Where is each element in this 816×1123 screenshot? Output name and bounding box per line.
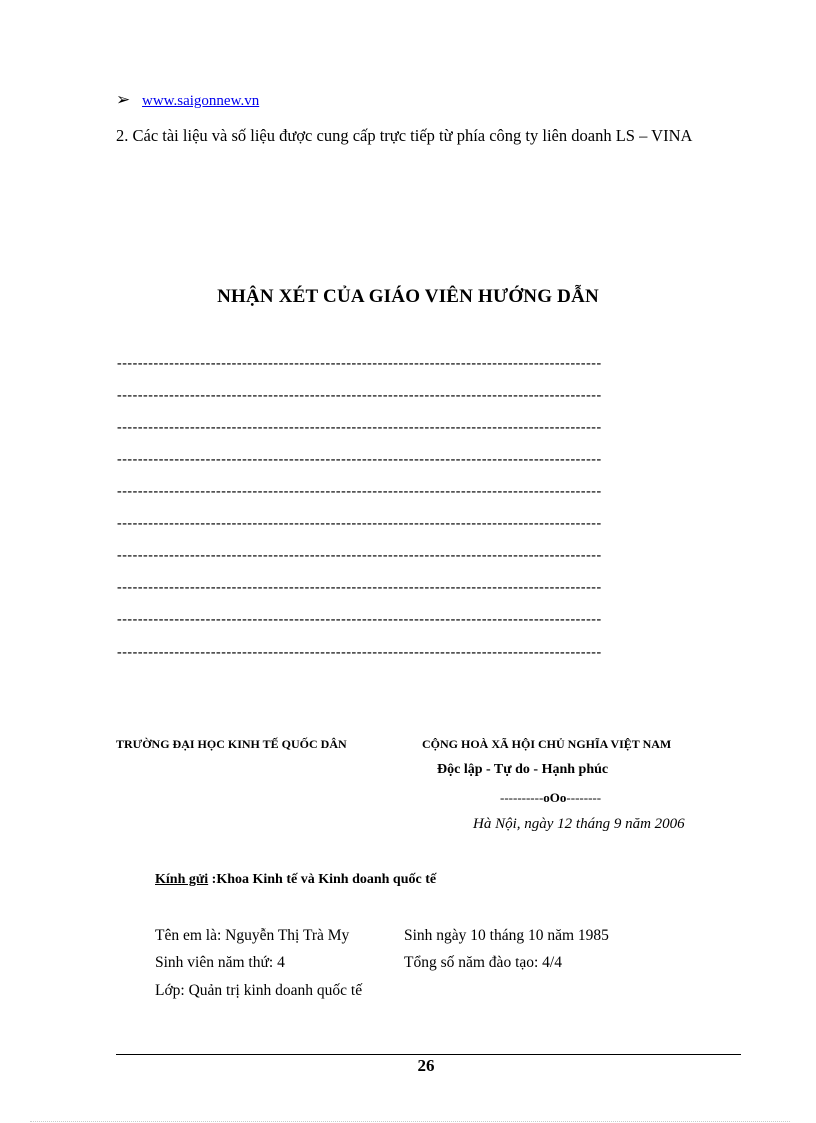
comment-line: --------------------------------------------------------------------------------------------- bbox=[117, 356, 602, 371]
recipient-line bbox=[155, 872, 436, 888]
motto: Độc lập - Tự do - Hạnh phúc bbox=[437, 762, 609, 777]
republic-name: CỘNG HOÀ XÃ HỘI CHỦ NGHĨA VIỆT NAM bbox=[422, 737, 672, 751]
arrow-bullet-icon: ➢ bbox=[116, 90, 131, 109]
comment-line: --------------------------------------------------------------------------------------------- bbox=[117, 645, 602, 660]
page-edge-divider bbox=[30, 1121, 790, 1122]
student-year: Sinh viên năm thứ: 4 bbox=[155, 954, 285, 971]
comment-line: --------------------------------------------------------------------------------------------- bbox=[117, 516, 602, 531]
footer-divider bbox=[116, 1054, 741, 1055]
comment-line: --------------------------------------------------------------------------------------------- bbox=[117, 580, 602, 595]
page-heading: NHẬN XÉT CỦA GIÁO VIÊN HƯỚNG DẪN bbox=[217, 286, 599, 307]
reference-item bbox=[116, 90, 259, 110]
ornament-divider bbox=[500, 790, 601, 806]
reference-link[interactable]: www.saigonnew.vn bbox=[142, 93, 260, 109]
comment-line: --------------------------------------------------------------------------------------------- bbox=[117, 388, 602, 403]
comment-line: --------------------------------------------------------------------------------------------- bbox=[117, 452, 602, 467]
student-dob: Sinh ngày 10 tháng 10 năm 1985 bbox=[404, 927, 609, 944]
date-line: Hà Nội, ngày 12 tháng 9 năm 2006 bbox=[473, 816, 685, 832]
comment-line: --------------------------------------------------------------------------------------------- bbox=[117, 420, 602, 435]
comment-line: --------------------------------------------------------------------------------------------- bbox=[117, 612, 602, 627]
school-name: TRƯỜNG ĐẠI HỌC KINH TẾ QUỐC DÂN bbox=[116, 737, 347, 751]
recipient-label: Kính gửi bbox=[155, 872, 209, 887]
student-class: Lớp: Quản trị kinh doanh quốc tế bbox=[155, 982, 363, 999]
source-paragraph: 2. Các tài liệu và số liệu được cung cấp trực tiếp từ phía công ty liên doanh LS – VINA bbox=[116, 126, 693, 145]
student-name: Tên em là: Nguyễn Thị Trà My bbox=[155, 927, 350, 944]
comment-line: --------------------------------------------------------------------------------------------- bbox=[117, 548, 602, 563]
comment-line: --------------------------------------------------------------------------------------------- bbox=[117, 484, 602, 499]
divider-right: -------- bbox=[566, 790, 602, 805]
student-total-years: Tổng số năm đào tạo: 4/4 bbox=[404, 954, 562, 971]
divider-left: ---------- bbox=[500, 790, 544, 805]
divider-mid: oOo bbox=[543, 790, 567, 805]
recipient-text: :Khoa Kinh tế và Kinh doanh quốc tế bbox=[208, 872, 437, 887]
page-number: 26 bbox=[417, 1056, 435, 1075]
